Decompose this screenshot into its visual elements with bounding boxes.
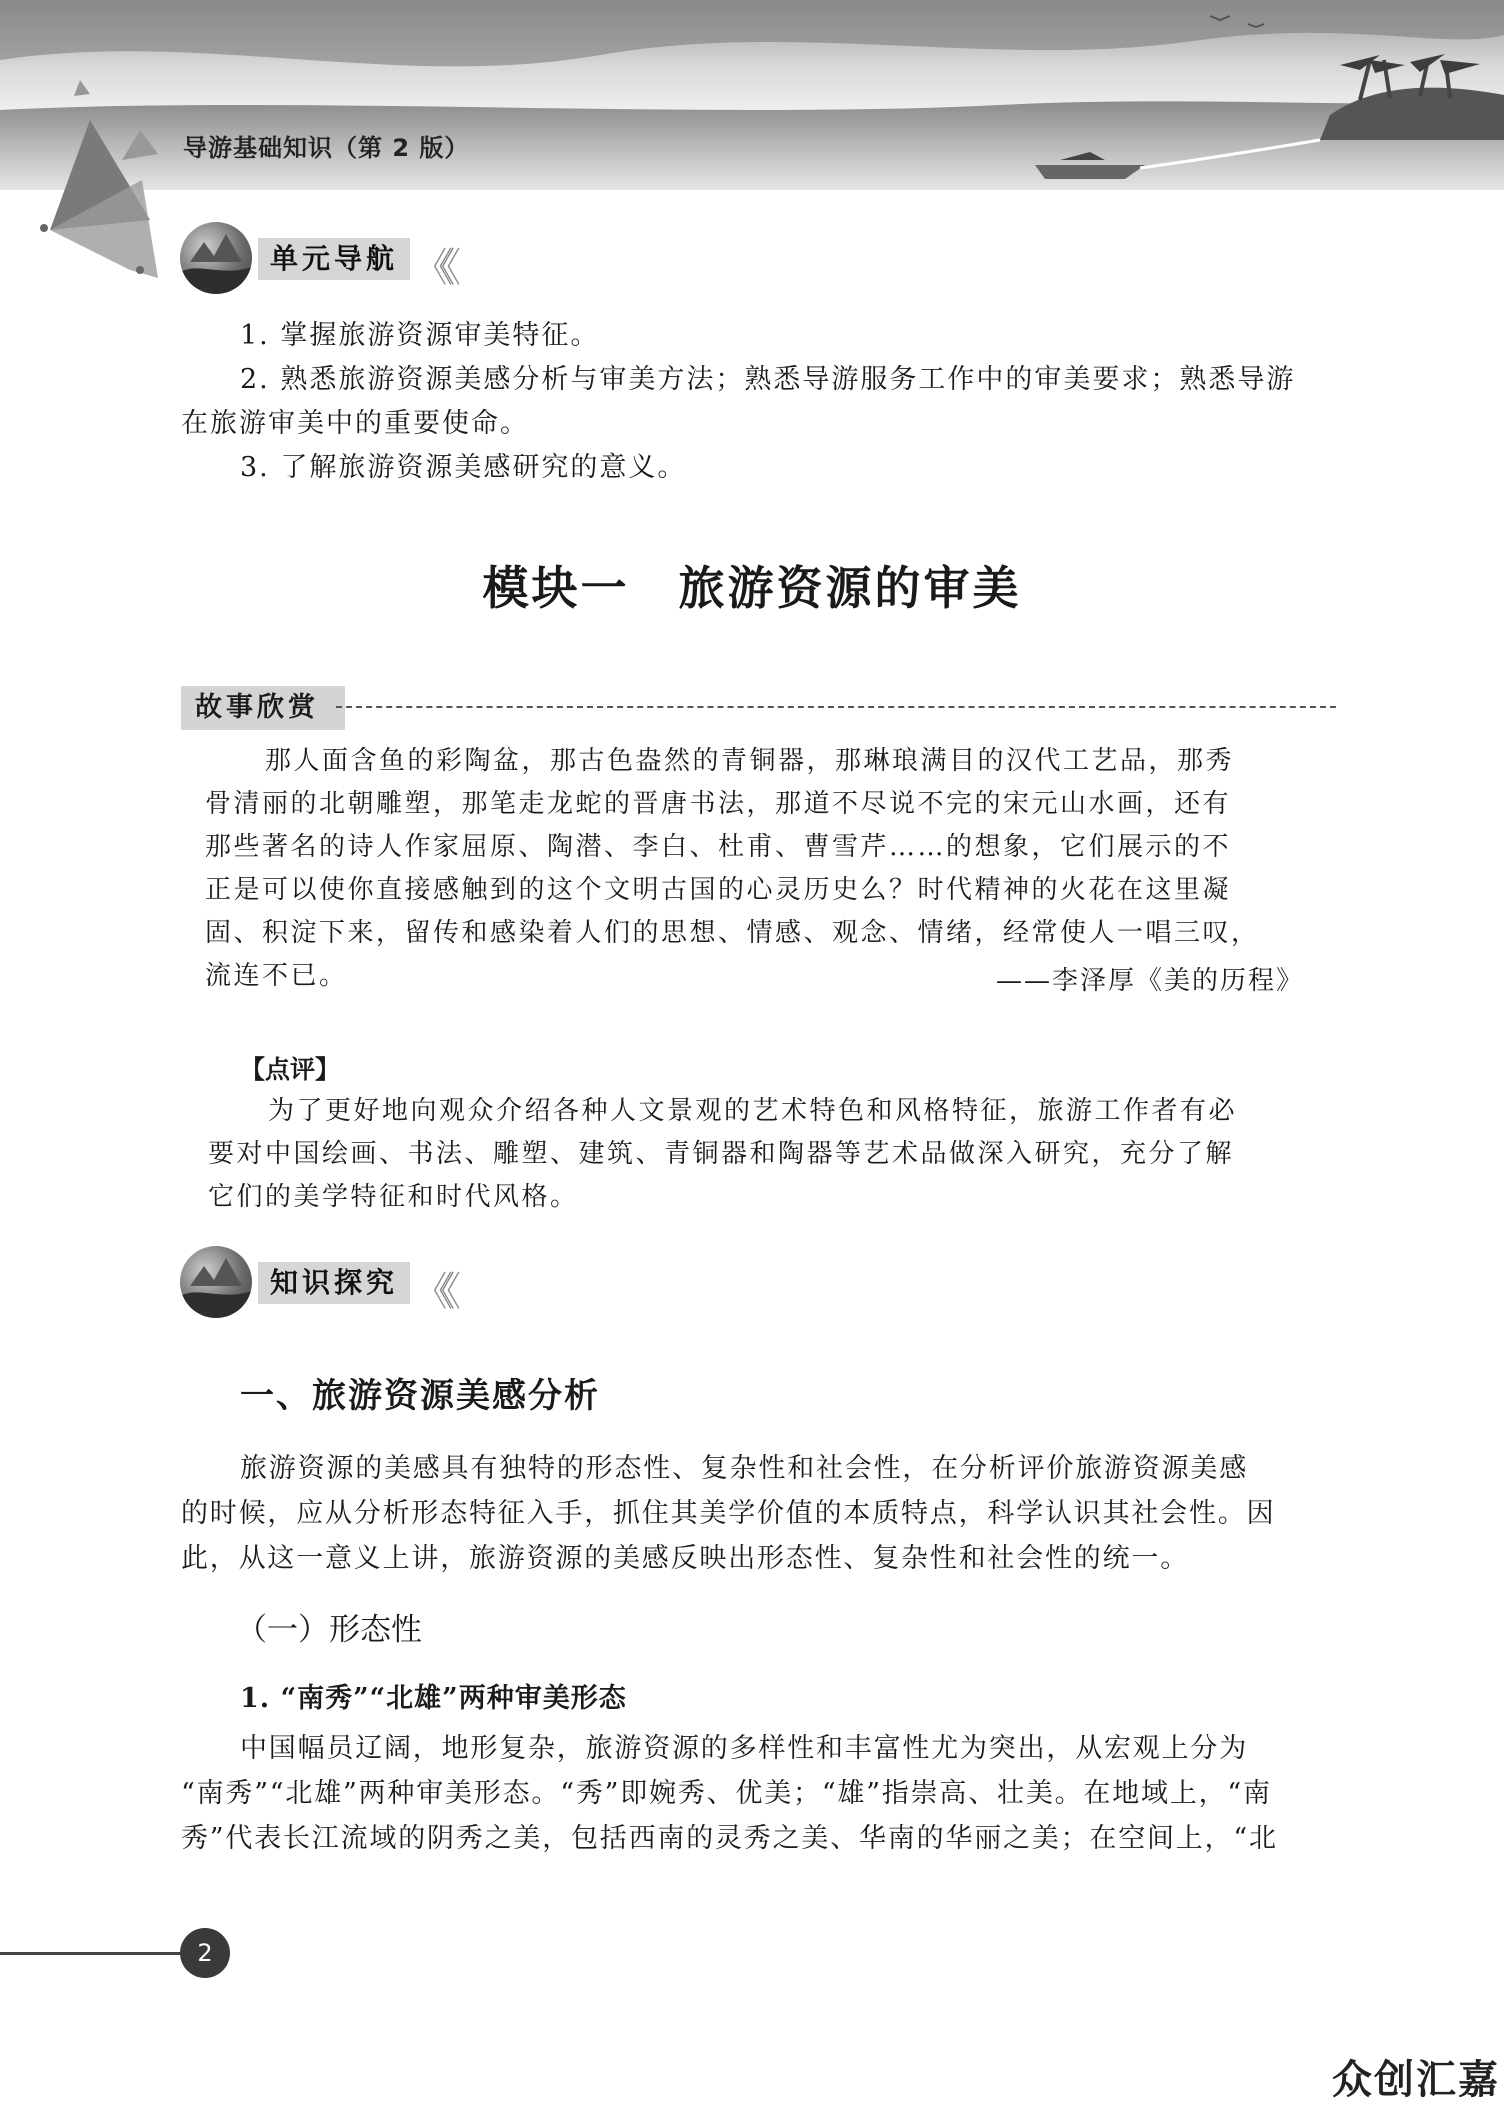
dashed-divider bbox=[336, 706, 1336, 708]
story-line: 骨清丽的北朝雕塑，那笔走龙蛇的晋唐书法，那道不尽说不完的宋元山水画，还有 bbox=[205, 789, 1232, 819]
story-line: 那人面含鱼的彩陶盆，那古色盎然的青铜器，那琳琅满目的汉代工艺品，那秀 bbox=[265, 746, 1235, 776]
decorative-triangles bbox=[30, 50, 160, 290]
objective-1: 1. 掌握旅游资源审美特征。 bbox=[240, 320, 600, 351]
body-line: 的时候，应从分析形态特征入手，抓住其美学价值的本质特点，科学认识其社会性。因 bbox=[181, 1498, 1276, 1529]
unit-nav-banner bbox=[178, 218, 478, 298]
footer-rule bbox=[0, 1952, 200, 1955]
story-tag: 故事欣赏 bbox=[181, 686, 345, 730]
objective-3: 3. 了解旅游资源美感研究的意义。 bbox=[240, 452, 687, 483]
body-line: 此，从这一意义上讲，旅游资源的美感反映出形态性、复杂性和社会性的统一。 bbox=[181, 1543, 1189, 1574]
header-banner bbox=[0, 0, 1504, 195]
objective-2-cont: 在旅游审美中的重要使命。 bbox=[181, 408, 529, 439]
watermark: 众创汇嘉 bbox=[1332, 2057, 1500, 2103]
objective-2: 2. 熟悉旅游资源美感分析与审美方法；熟悉导游服务工作中的审美要求；熟悉导游 bbox=[240, 364, 1296, 395]
landscape-photo-icon bbox=[180, 222, 252, 294]
point-heading: 1. “南秀”“北雄”两种审美形态 bbox=[240, 1683, 627, 1714]
double-chevron-icon: 《《 bbox=[413, 245, 449, 291]
story-line: 正是可以使你直接感触到的这个文明古国的心灵历史么？时代精神的火花在这里凝 bbox=[205, 875, 1232, 905]
comment-line: 为了更好地向观众介绍各种人文景观的艺术特色和风格特征，旅游工作者有必 bbox=[268, 1096, 1238, 1126]
double-chevron-icon: 《《 bbox=[413, 1269, 449, 1315]
header-seascape-image bbox=[0, 0, 1504, 195]
module-title: 模块一 旅游资源的审美 bbox=[482, 561, 1022, 615]
story-line: 固、积淀下来，留传和感染着人们的思想、情感、观念、情绪，经常使人一唱三叹， bbox=[205, 918, 1260, 948]
book-title: 导游基础知识（第 2 版） bbox=[183, 134, 470, 162]
body-line: “南秀”“北雄”两种审美形态。“秀”即婉秀、优美；“雄”指崇高、壮美。在地域上，“南 bbox=[181, 1778, 1272, 1809]
unit-nav-label: 单元导航 bbox=[258, 238, 410, 280]
story-line: 流连不已。 bbox=[205, 961, 348, 991]
section-heading: 一、旅游资源美感分析 bbox=[240, 1376, 600, 1416]
knowledge-banner bbox=[178, 1242, 478, 1322]
body-line: 旅游资源的美感具有独特的形态性、复杂性和社会性，在分析评价旅游资源美感 bbox=[240, 1453, 1248, 1484]
body-line: 秀”代表长江流域的阴秀之美，包括西南的灵秀之美、华南的华丽之美；在空间上，“北 bbox=[181, 1823, 1278, 1854]
comment-line: 要对中国绘画、书法、雕塑、建筑、青铜器和陶器等艺术品做深入研究，充分了解 bbox=[208, 1139, 1235, 1169]
landscape-photo-icon bbox=[180, 1246, 252, 1318]
body-line: 中国幅员辽阔，地形复杂，旅游资源的多样性和丰富性尤为突出，从宏观上分为 bbox=[240, 1733, 1248, 1764]
story-source: ——李泽厚《美的历程》 bbox=[995, 966, 1304, 996]
comment-heading: 【点评】 bbox=[240, 1055, 341, 1084]
page-number: 2 bbox=[180, 1928, 230, 1978]
knowledge-label: 知识探究 bbox=[258, 1262, 410, 1304]
comment-line: 它们的美学特征和时代风格。 bbox=[208, 1182, 579, 1212]
story-line: 那些著名的诗人作家屈原、陶潜、李白、杜甫、曹雪芹……的想象，它们展示的不 bbox=[205, 832, 1232, 862]
subsection-heading: （一）形态性 bbox=[236, 1612, 422, 1648]
